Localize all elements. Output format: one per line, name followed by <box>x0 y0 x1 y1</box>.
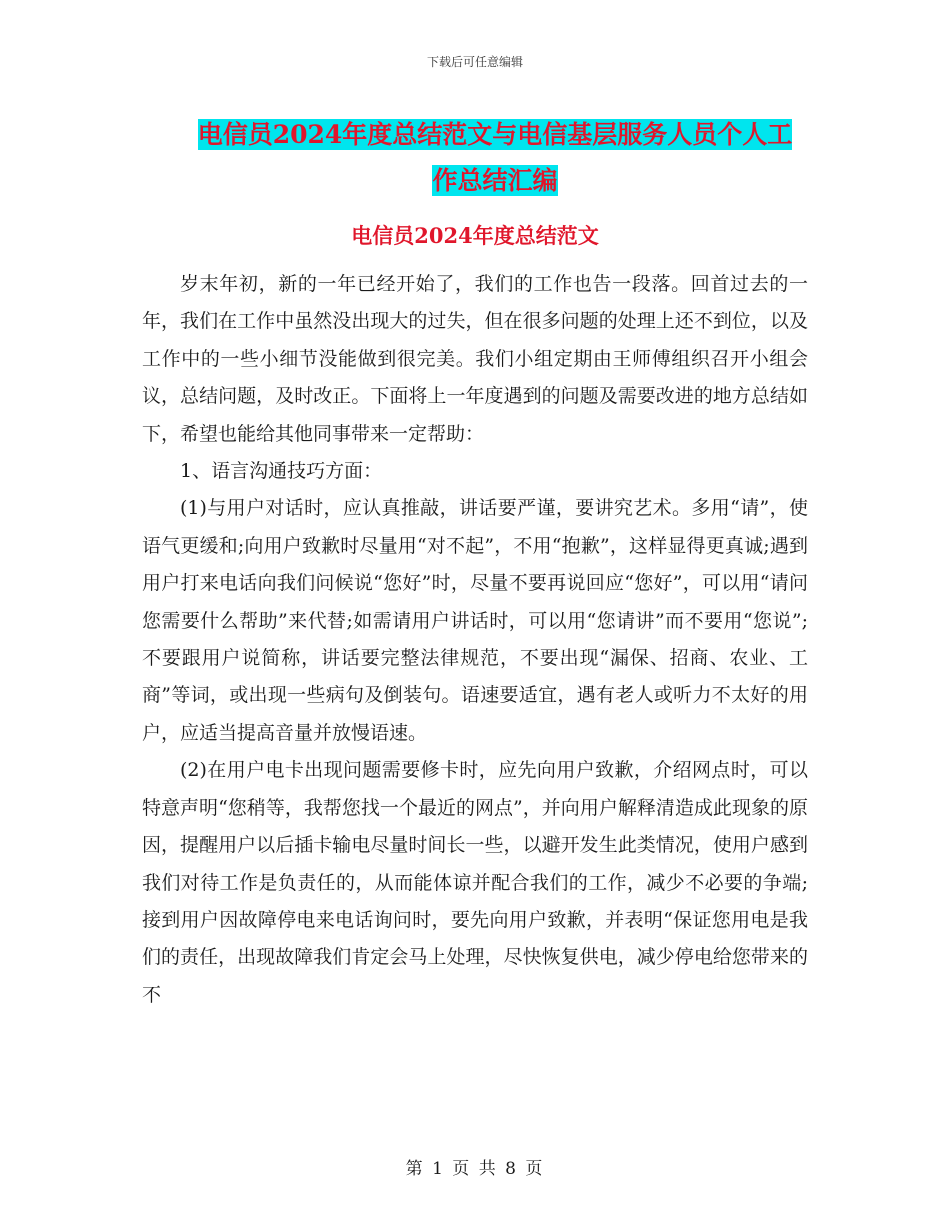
section-title: 电信员2024年度总结范文 <box>351 223 599 248</box>
page-number: 第 1 页 共 8 页 <box>405 1159 545 1179</box>
paragraph: (1)与用户对话时，应认真推敲，讲话要严谨，要讲究艺术。多用“请”，使语气更缓和;向用户致歉时尽量用“对不起”，不用“抱歉”，这样显得更真诚;遇到用户打来电话向我们问候说“您好”时，尽量不要再说回应“您好”，可以用“请问您需要什么帮助”来代替;如需请用户讲话时，可以用“您请讲”而不要用“您说”;不要跟用户说简称，讲话要完整法律规范，不要出现“漏保、招商、农业、工商”等词，或出现一些病句及倒装句。语速要适宜，遇有老人或听力不太好的用户，应适当提高音量并放慢语速。 <box>142 497 808 744</box>
document-title-line-2: 作总结汇编 <box>432 166 558 195</box>
document-title <box>150 112 840 204</box>
document-body <box>142 266 808 1014</box>
document-title-line-1: 电信员2024年度总结范文与电信基层服务人员个人工 <box>197 120 793 149</box>
header-note: 下载后可任意编辑 <box>426 55 523 69</box>
paragraph: (2)在用户电卡出现问题需要修卡时，应先向用户致歉，介绍网点时，可以特意声明“您稍等，我帮您找一个最近的网点”，并向用户解释清造成此现象的原因，提醒用户以后插卡输电尽量时间长一些，以避开发生此类情况，使用户感到我们对待工作是负责任的，从而能体谅并配合我们的工作，减少不必要的争端;接到用户因故障停电来电话询问时，要先向用户致歉，并表明“保证您用电是我们的责任，出现故障我们肯定会马上处理，尽快恢复供电，减少停电给您带来的不 <box>142 759 808 1006</box>
paragraph: 岁末年初，新的一年已经开始了，我们的工作也告一段落。回首过去的一年，我们在工作中虽然没出现大的过失，但在很多问题的处理上还不到位，以及工作中的一些小细节没能做到很完美。我们小组定期由王师傅组织召开小组会议，总结问题，及时改正。下面将上一年度遇到的问题及需要改进的地方总结如下，希望也能给其他同事带来一定帮助： <box>142 273 808 445</box>
paragraph: 1、语言沟通技巧方面： <box>180 460 383 483</box>
